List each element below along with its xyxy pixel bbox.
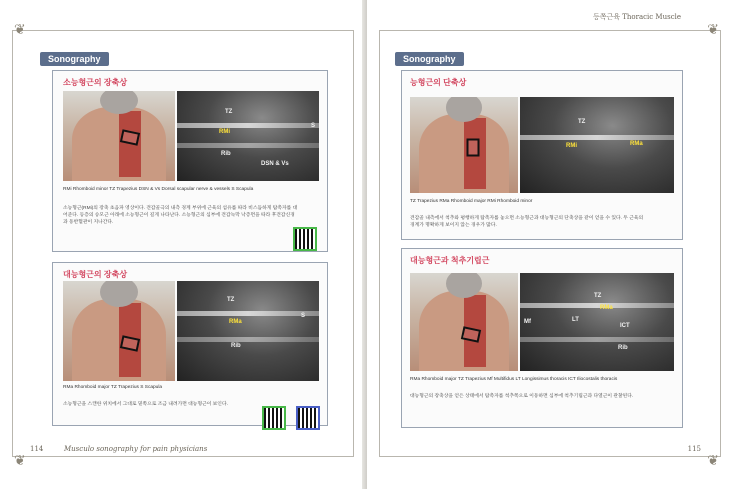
section-panel bbox=[401, 248, 683, 428]
body-line: 대능형근의 장축상을 얻은 상태에서 탐촉자를 척추쪽으로 이동하면 심부에 척추기립근과 다열근이 관찰된다. bbox=[410, 394, 634, 399]
anatomy-image bbox=[410, 97, 518, 193]
label-rma: RMa bbox=[630, 141, 643, 147]
section-title: 대능형근의 장축상 bbox=[63, 270, 128, 279]
label-tz: TZ bbox=[594, 293, 602, 299]
label-mf: Mf bbox=[524, 319, 531, 325]
ultrasound-image bbox=[520, 97, 674, 193]
figure-caption: RMa Rhomboid major TZ Trapezius S Scapula bbox=[63, 385, 163, 390]
echo-band bbox=[520, 135, 674, 140]
body-line: 과 동반혈관이 지나간다. bbox=[63, 220, 114, 225]
echo-band bbox=[177, 123, 319, 128]
corner-ornament-icon: ❦ bbox=[14, 453, 26, 469]
anatomy-image bbox=[63, 91, 175, 181]
label-ict: ICT bbox=[620, 323, 630, 329]
label-rib: Rib bbox=[221, 151, 231, 157]
right-page bbox=[367, 0, 733, 489]
qr-code[interactable] bbox=[262, 406, 286, 430]
label-rma: RMa bbox=[600, 305, 613, 311]
sonography-badge: Sonography bbox=[40, 52, 109, 66]
page-number: 114 bbox=[30, 445, 44, 453]
section-title: 능형근의 단축상 bbox=[410, 78, 467, 87]
section-title: 대능형근과 척추기립근 bbox=[410, 256, 490, 265]
label-tz: TZ bbox=[578, 119, 586, 125]
figure-caption: TZ Trapezius RMa Rhomboid major RMi Rhomboid minor bbox=[410, 199, 533, 204]
body-line: 견갑골 내측에서 척추와 평행하게 탐촉자를 놓으면 소능형근과 대능형근의 단축상을 같이 얻을 수 있다. 두 근육의 bbox=[410, 216, 644, 221]
ultrasound-image bbox=[177, 91, 319, 181]
echo-band bbox=[520, 303, 674, 308]
running-head: 등쪽근육 Thoracic Muscle bbox=[592, 13, 681, 21]
anatomy-image bbox=[63, 281, 175, 381]
qr-code[interactable] bbox=[296, 406, 320, 430]
ultrasound-image bbox=[520, 273, 674, 371]
label-tz: TZ bbox=[227, 297, 235, 303]
body-line: 소능형근을 스캔한 위치에서 그대로 밑쪽으로 조금 내려가면 대능형근이 보인다. bbox=[63, 402, 228, 407]
echo-band bbox=[177, 311, 319, 316]
label-s: S bbox=[311, 123, 316, 129]
section-panel bbox=[401, 70, 683, 240]
corner-ornament-icon: ❦ bbox=[707, 453, 719, 469]
echo-band bbox=[520, 337, 674, 342]
qr-code[interactable] bbox=[293, 227, 317, 251]
label-rib: Rib bbox=[618, 345, 628, 351]
corner-ornament-icon: ❦ bbox=[707, 22, 719, 38]
echo-band bbox=[177, 143, 319, 148]
label-rma: RMa bbox=[229, 319, 242, 325]
label-s: S bbox=[301, 313, 306, 319]
body-line: 경계가 명확하게 보이지 않는 경우가 많다. bbox=[410, 223, 497, 228]
left-page bbox=[0, 0, 366, 489]
label-rmi: RMi bbox=[219, 129, 230, 135]
section-panel bbox=[52, 262, 328, 426]
figure-caption: RMa Rhomboid major TZ Trapezius Mf Multifidus LT Longissimus thoracis ICT Iliocostalis thoracis bbox=[410, 377, 618, 382]
book-title-footer: Musculo sonography for pain physicians bbox=[64, 445, 208, 453]
sonography-badge: Sonography bbox=[395, 52, 464, 66]
ultrasound-image bbox=[177, 281, 319, 381]
section-panel bbox=[52, 70, 328, 252]
corner-ornament-icon: ❦ bbox=[14, 22, 26, 38]
label-rib: Rib bbox=[231, 343, 241, 349]
body-line: 소능형근(RMi)의 장축 초음파 영상이다. 견갑골극의 내측 경계 부위에 근육의 섬유를 따라 비스듬하게 탐촉자를 대 bbox=[63, 206, 298, 211]
section-title: 소능형근의 장축상 bbox=[63, 78, 128, 87]
label-lt: LT bbox=[572, 317, 579, 323]
label-rmi: RMi bbox=[566, 143, 577, 149]
label-tz: TZ bbox=[225, 109, 233, 115]
body-line: 어준다. 등층의 승모근 아래에 소능형근이 길게 나타난다. 소능형근의 심부에 견갑늑막 낙층면을 따라 후견갑신경 bbox=[63, 213, 295, 218]
label-dsn: DSN & Vs bbox=[261, 161, 289, 167]
figure-caption: RMi Rhomboid minor TZ Trapezius DSN & Vs Dorsal scapular nerve & vessels S Scapula bbox=[63, 187, 254, 192]
page-number: 115 bbox=[687, 445, 701, 453]
anatomy-image bbox=[410, 273, 518, 371]
probe-marker-icon bbox=[467, 139, 480, 157]
echo-band bbox=[177, 337, 319, 342]
